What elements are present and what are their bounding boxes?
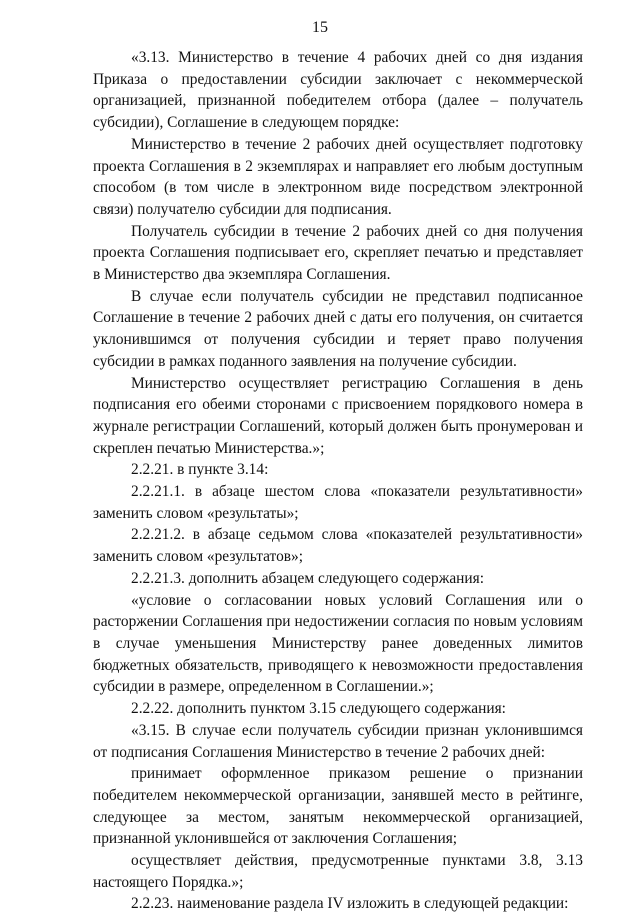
paragraph-preparation: Министерство в течение 2 рабочих дней осуществляет подготовку проекта Соглашения в 2 экземплярах и направляет его любым доступным способом (в том числе в электронном виде посредством электронной связи) получателю субсидии для подписания.	[93, 135, 583, 218]
paragraph-2-2-21: 2.2.21. в пункте 3.14:	[131, 461, 269, 479]
paragraph-2-2-21-1: 2.2.21.1. в абзаце шестом слова «показатели результативности» заменить словом «результаты»;	[93, 483, 583, 522]
page-number: 15	[312, 19, 328, 36]
paragraph-evasion: В случае если получатель субсидии не представил подписанное Соглашение в течение 2 рабочих дней с даты его получения, он считается уклонившимся от получения субсидии и теряет право получения субсидии в рамках поданного заявления на получение субсидии.	[93, 287, 583, 370]
paragraph-2-2-21-2: 2.2.21.2. в абзаце седьмом слова «показателей результативности» заменить словом «результатов»;	[93, 526, 583, 566]
paragraph-condition: «условие о согласовании новых условий Соглашения или о расторжении Соглашения при недостижении согласия по новым условиям в случае уменьшения Министерству ранее доведенных лимитов бюджетных обязательств, приводящего к невозможности предоставления субсидии в размере, определенном в Соглашении.»;	[93, 591, 583, 696]
paragraph-registration: Министерство осуществляет регистрацию Соглашения в день подписания его обеими сторонами с присвоением порядкового номера в журнале регистрации Соглашений, который должен быть пронумерован и скреплен печатью Министерства.»;	[93, 374, 583, 457]
paragraph-3-15: «3.15. В случае если получатель субсидии признан уклонившимся от подписания Соглашения Министерство в течение 2 рабочих дней:	[93, 721, 583, 761]
document-body	[93, 47, 583, 915]
paragraph-actions: осуществляет действия, предусмотренные пунктами 3.8, 3.13 настоящего Порядка.»;	[93, 852, 583, 891]
paragraph-3-13: «3.13. Министерство в течение 4 рабочих дней со дня издания Приказа о предоставлении субсидии заключает с некоммерческой организацией, признанной победителем отбора (далее – получатель субсидии), Соглашение в следующем порядке:	[93, 49, 583, 132]
paragraph-2-2-21-3: 2.2.21.3. дополнить абзацем следующего содержания:	[131, 569, 484, 587]
paragraph-signing: Получатель субсидии в течение 2 рабочих дней со дня получения проекта Соглашения подписывает его, скрепляет печатью и представляет в Министерство два экземпляра Соглашения.	[93, 222, 583, 284]
paragraph-2-2-23: 2.2.23. наименование раздела IV изложить в следующей редакции:	[131, 895, 569, 913]
paragraph-decision: принимает оформленное приказом решение о признании победителем некоммерческой организации, занявшей место в рейтинге, следующее за местом, занятым некоммерческой организацией, признанной уклонившейся от заключения Соглашения;	[93, 765, 583, 848]
paragraph-2-2-22: 2.2.22. дополнить пунктом 3.15 следующего содержания:	[131, 700, 506, 718]
